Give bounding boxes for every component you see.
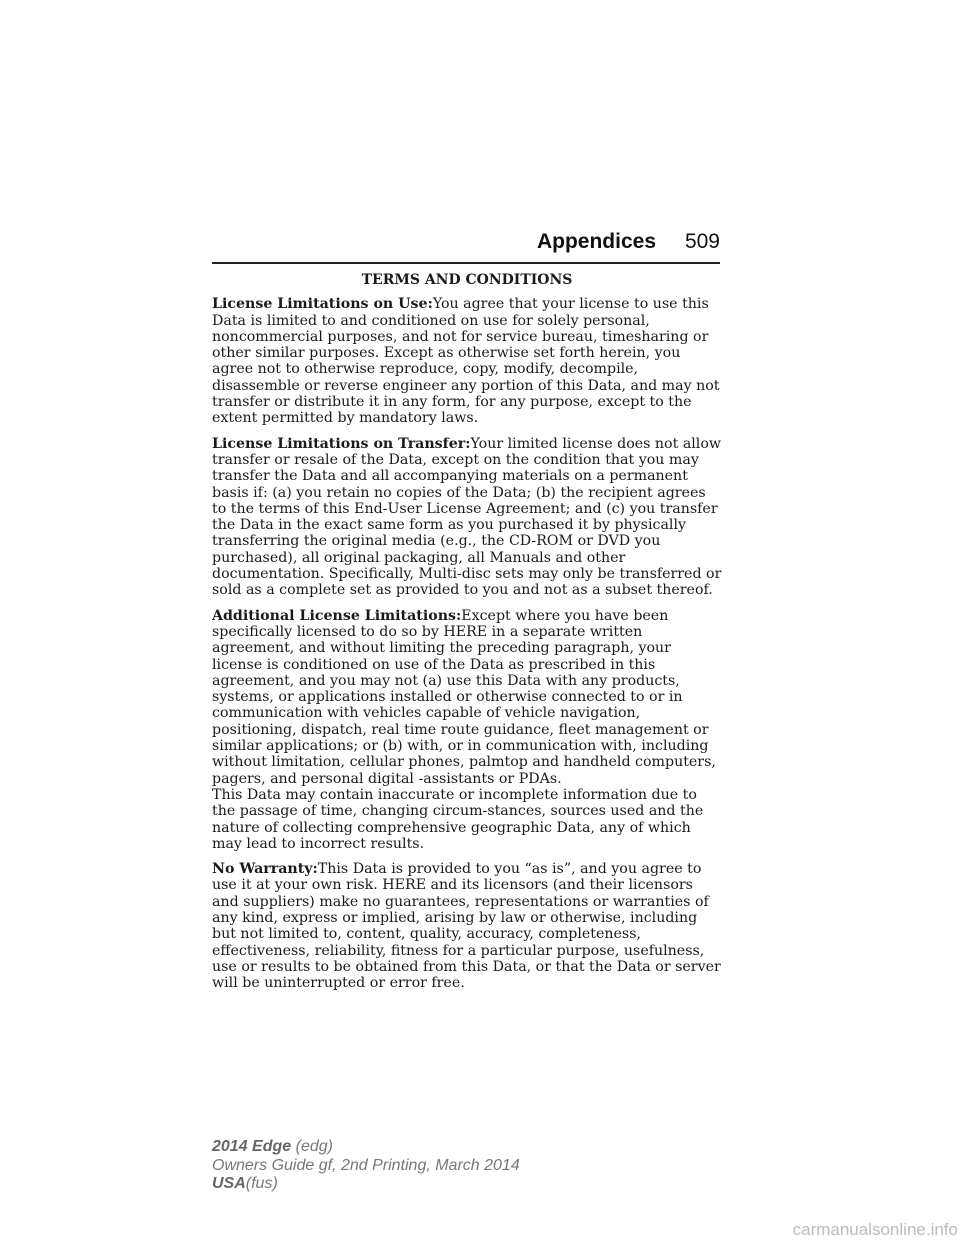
page-number: 509 [684,230,720,253]
paragraph-no-warranty [212,861,722,991]
paragraph-license-use [212,296,722,426]
paragraph-additional-limitations [212,608,722,787]
paragraph-text: This Data is provided to you “as is”, and you agree to use it at your own risk. HERE and its licensors (and their licensors and suppliers) make no guarantees, representations or warranties of any kind, express or implied, arising by law or otherwise, including but not limited to, content, quality, accuracy, completeness, effectiveness, reliability, fitness for a particular purpose, usefulness, use or results to be obtained from this Data, or that the Data or server will be uninterrupted or error free. [212,861,721,992]
paragraph-lead: Additional License Limitations: [212,607,462,624]
page-footer [212,1138,520,1194]
page-content [212,270,722,1000]
paragraph-text: Your limited license does not allow transfer or resale of the Data, except on the condition that you may transfer the Data and all accompanying materials on a permanent basis if: (a) you retain no copies of the Data; (b) the recipient agrees to the terms of this End-User License Agreement; and (c) you transfer the Data in the exact same form as you purchased it by physically transferring the original media (e.g., the CD-ROM or DVD you purchased), all original packaging, all Manuals and other documentation. Specifically, Multi-disc sets may only be transferred or sold as a complete set as provided to you and not as a subset thereof. [212,435,722,599]
paragraph-lead: No Warranty: [212,861,318,878]
footer-line-market [212,1175,520,1194]
paragraph-lead: License Limitations on Use: [212,296,433,313]
footer-line-model [212,1138,520,1157]
paragraph-lead: License Limitations on Transfer: [212,435,471,452]
footer-market-code: (fus) [245,1175,278,1192]
page-header [212,228,720,264]
paragraph-text: Except where you have been specifically licensed to do so by HERE in a separate written agreement, and without limiting the preceding paragraph, your license is conditioned on use of the Data as prescribed in this agreement, and you may not (a) use this Data with any products, systems, or applications installed or otherwise connected to or in communication with vehicles capable of vehicle navigation, positioning, dispatch, real time route guidance, fleet management or similar applications; or (b) with, or in communication with, including without limitation, cellular phones, palmtop and handheld computers, pagers, and personal digital -assistants or PDAs. [212,607,716,787]
watermark: carmanualsonline.info [792,1220,958,1239]
paragraph-text: This Data may contain inaccurate or incomplete information due to the passage of time, changing circum-stances, sources used and the nature of collecting comprehensive geographic Data, any of which may lead to incorrect results. [212,786,704,852]
page-title: Appendices [536,230,656,253]
section-title: TERMS AND CONDITIONS [361,272,573,288]
paragraph-text: You agree that your license to use this Data is limited to and conditioned on use for solely personal, noncommercial purposes, and not for service bureau, timesharing or other similar purposes. Except as otherwise set forth herein, you agree not to otherwise reproduce, copy, modify, decompile, disassemble or reverse engineer any portion of this Data, and may not transfer or distribute it in any form, for any purpose, except to the extent permitted by mandatory laws. [212,296,720,427]
footer-line-edition: Owners Guide gf, 2nd Printing, March 2014 [212,1156,520,1174]
footer-model-code: (edg) [295,1138,333,1155]
footer-model: 2014 Edge [212,1138,292,1155]
paragraph-data-accuracy [212,787,722,852]
paragraph-license-transfer [212,436,722,599]
footer-market: USA [212,1175,246,1192]
